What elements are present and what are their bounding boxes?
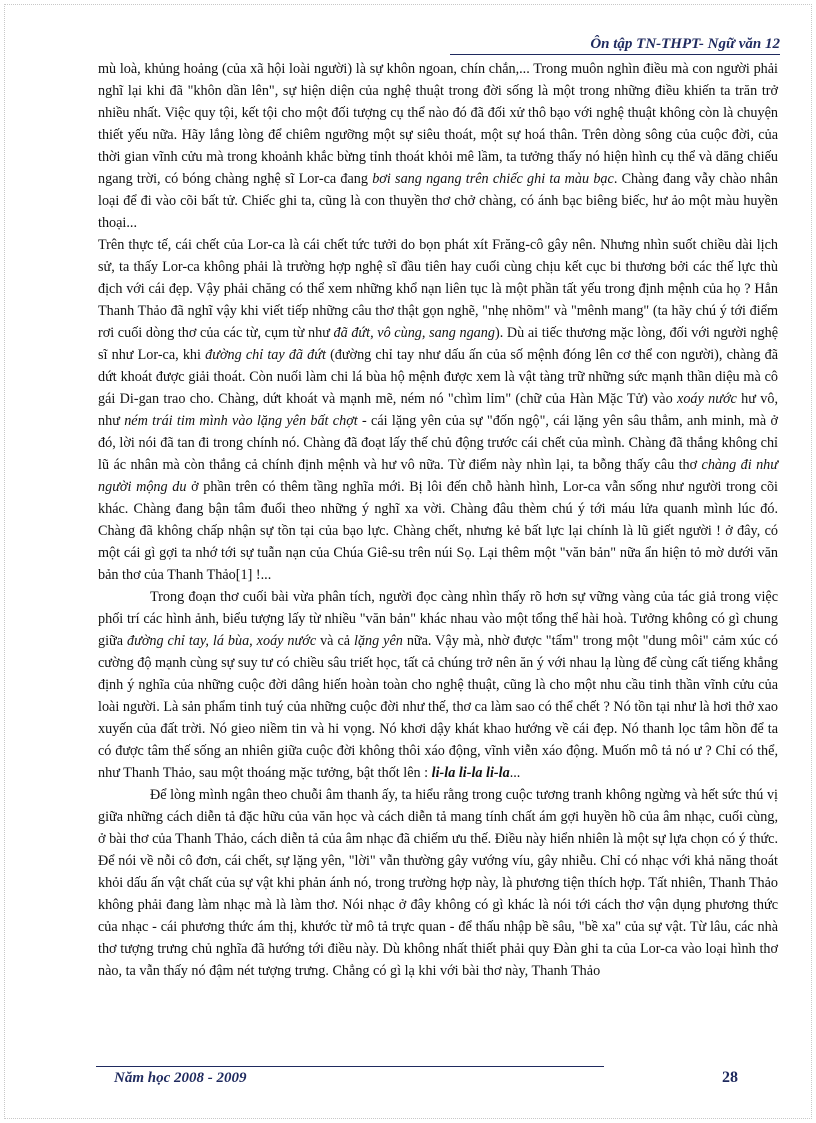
emphasis-text: ném trái tim mình vào lặng yên bất chợt: [124, 413, 358, 429]
text-run: ). Dù ai tiếc thương mặc lòng, đối với người nghệ sĩ như Lor-ca, khi: [98, 325, 778, 363]
text-run: (đường chỉ tay như dấu ấn của số mệnh đóng lên cơ thể con người), chàng đã dứt khoát được giải thoát. Còn nuối làm chi lá bùa hộ mệnh được xem là vật tàng trữ những sức mạnh thần diệu mà cô gái Di-gan trao cho. Chàng, dứt khoát và mạnh mẽ, ném nó "chìm lỉm" (chữ của Hàn Mặc Tử) vào: [98, 347, 778, 407]
text-run: nữa. Vậy mà, nhờ được "tẩm" trong một "dung môi" cảm xúc có cường độ mạnh cùng sự suy tư có chiều sâu triết học, tất cả chúng trở nên ăn ý với nhau lạ lùng để cùng cất tiếng khẳng định ý nghĩa của những cuộc đời dâng hiến hoàn toàn cho nghệ thuật, cũng là cho một nhu cầu tinh thần vĩnh cửu của loài người. Là sản phẩm tinh tuý của những cuộc đời như thế, thơ ca làm sao có thể chết ? Nó tồn tại như là hơi thở xao xuyến của đất trời. Nó gieo niềm tin và hi vọng. Nó khơi dậy khát khao hướng về cái đẹp. Nó thanh lọc tâm hồn để ta có được tâm thế sống an nhiên giữa cuộc đời không thôi xáo động, vĩnh viễn xáo động. Muốn mô tả nó ư ? Chỉ có thể, như Thanh Thảo, sau một thoáng mặc tưởng, bật thốt lên :: [98, 633, 778, 781]
paragraph: [98, 586, 778, 784]
page-header-title: Ôn tập TN-THPT- Ngữ văn 12: [590, 36, 780, 52]
emphasis-text: chàng đi như người mộng du: [98, 457, 778, 495]
text-run: - cái lặng yên của sự "đốn ngộ", cái lặng yên sâu thẳm, anh minh, mà ở đó, lời nói đã tan đi trong chính nó. Chàng đã đoạt lấy thế chủ động trước cái chết của mình. Chàng đã thắng không chỉ lũ ác nhân mà còn thắng cả chính định mệnh và hư vô nữa. Từ điểm này nhìn lại, ta bỗng thấy câu thơ: [98, 413, 778, 473]
emphasis-text: đường chỉ tay, lá bùa, xoáy nước: [126, 633, 317, 649]
emphasis-text: lặng yên: [354, 633, 403, 649]
emphasis-text: li-la li-la li-la: [431, 765, 510, 781]
text-run: Trong đoạn thơ cuối bài vừa phân tích, người đọc càng nhìn thấy rõ hơn sự vững vàng của tác giả trong việc phối trí các hình ảnh, biểu tượng lấy từ nhiều "văn bản" khác nhau vào một tổng thể hài hoà. Tưởng không có gì chung giữa: [98, 589, 778, 649]
paragraph: [98, 58, 778, 234]
text-run: hư vô, như: [98, 391, 778, 429]
footer-school-year: Năm học 2008 - 2009: [114, 1070, 247, 1086]
footer-rule: [96, 1066, 604, 1067]
page-number: 28: [722, 1069, 738, 1086]
text-run: và cả: [316, 633, 354, 649]
header-rule: [450, 54, 780, 55]
emphasis-text: bơi sang ngang trên chiếc ghi ta màu bạc: [372, 171, 614, 187]
paragraph: [98, 784, 778, 982]
text-run: ...: [509, 765, 521, 781]
text-run: Để lòng mình ngân theo chuỗi âm thanh ấy, ta hiểu rằng trong cuộc tương tranh không ngừng và hết sức thú vị giữa những cách diễn tả đặc hữu của văn học và cách diễn tả mang tính chất ám gợi huyền hồ của âm nhạc, cuối cùng, ở bài thơ của Thanh Thảo, cách diễn tả của âm nhạc đã chiếm ưu thế. Điều này hiển nhiên là một sự lựa chọn có ý thức. Để nói về nỗi cô đơn, cái chết, sự lặng yên, "lời" vẫn thường gây vướng víu, gây nhiễu. Chỉ có nhạc với khả năng thoát khỏi dấu ấn vật chất của sự vật khi phản ánh nó, trong trường hợp này, là phương tiện thích hợp. Tất nhiên, Thanh Thảo không phải đang làm nhạc mà là làm thơ. Nói nhạc ở đây không có gì khác là nói tới cách thơ vận dụng phương thức của nhạc - cái phương thức ám thị, khước từ mô tả trực quan - để thấu nhập bề sâu, "bề xa" của sự vật. Từ lâu, các nhà thơ tượng trưng chủ nghĩa đã hướng tới điều này. Dù không nhất thiết phải quy Đàn ghi ta của Lor-ca vào loại hình thơ nào, ta vẫn thấy nó đậm nét tượng trưng. Chẳng có gì lạ khi với bài thơ này, Thanh Thảo: [98, 787, 778, 979]
text-run: . Chàng đang vẫy chào nhân loại để đi vào cõi bất tử. Chiếc ghi ta, cũng là con thuyền thơ chở chàng, có ánh bạc biêng biếc, hư ảo một màu huyền thoại...: [98, 171, 778, 231]
text-run: Trên thực tế, cái chết của Lor-ca là cái chết tức tưởi do bọn phát xít Frăng-cô gây nên. Nhưng nhìn suốt chiều dài lịch sử, ta thấy Lor-ca không phải là trường hợp nghệ sĩ đầu tiên hay cuối cùng chịu kết cục bi thương bởi các thế lực thù địch với cái đẹp. Vậy phải chăng có thể xem những khổ nạn liên tục là một phần tất yếu trong định mệnh của họ ? Hẳn Thanh Thảo đã nghĩ vậy khi viết tiếp những câu thơ thật gọn nghẽ, "nhẹ nhõm" và "mênh mang" (ta hãy chú ý tới điểm rơi cuối dòng thơ của các từ, cụm từ như: [98, 237, 778, 341]
emphasis-text: đường chỉ tay đã đứt: [205, 347, 326, 363]
emphasis-text: đã đứt, vô cùng, sang ngang: [333, 325, 495, 341]
document-body: [98, 58, 778, 982]
text-run: mù loà, khủng hoảng (của xã hội loài người) là sự khôn ngoan, chín chắn,... Trong muôn nghìn điều mà con người phải nghĩ lại khi đã "khôn dần lên", sự hiện diện của nghệ thuật trong đời sống là một trong những điều khiến ta trăn trở nhiều nhất. Việc quy tội, kết tội cho một đối tượng cụ thể nào đó đã đối xử thô bạo với nghệ thuật không còn là chuyện thiết yếu nữa. Hãy lắng lòng để chiêm ngưỡng một sự siêu thoát, một sự hoá thân. Trên dòng sông của cuộc đời, của thời gian vĩnh cửu mà trong khoảnh khắc bừng tỉnh thoát khỏi mê lầm, ta tưởng thấy nó hiện hình cụ thể và dăng chiếu ngang trời, có bóng chàng nghệ sĩ Lor-ca đang: [98, 61, 778, 187]
emphasis-text: xoáy nước: [677, 391, 737, 407]
text-run: ở phần trên có thêm tầng nghĩa mới. Bị lôi đến chỗ hành hình, Lor-ca vẫn sống như người trong cõi khác. Chàng đang bận tâm đuổi theo những ý nghĩ xa vời. Chàng đâu thèm chú ý tới máu lửa quanh mình lúc đó. Chàng đã không chấp nhận sự tồn tại của bạo lực. Chàng chết, nhưng kẻ bất lực lại chính là lũ giết người ! ở đây, có một cái gì gợi ta nhớ tới sự tuẫn nạn của Chúa Giê-su trên núi Sọ. Lại thêm một "văn bản" nữa ẩn hiện tỏ mờ dưới văn bản thơ của Thanh Thảo[1] !...: [98, 479, 779, 583]
paragraph: [98, 234, 778, 586]
